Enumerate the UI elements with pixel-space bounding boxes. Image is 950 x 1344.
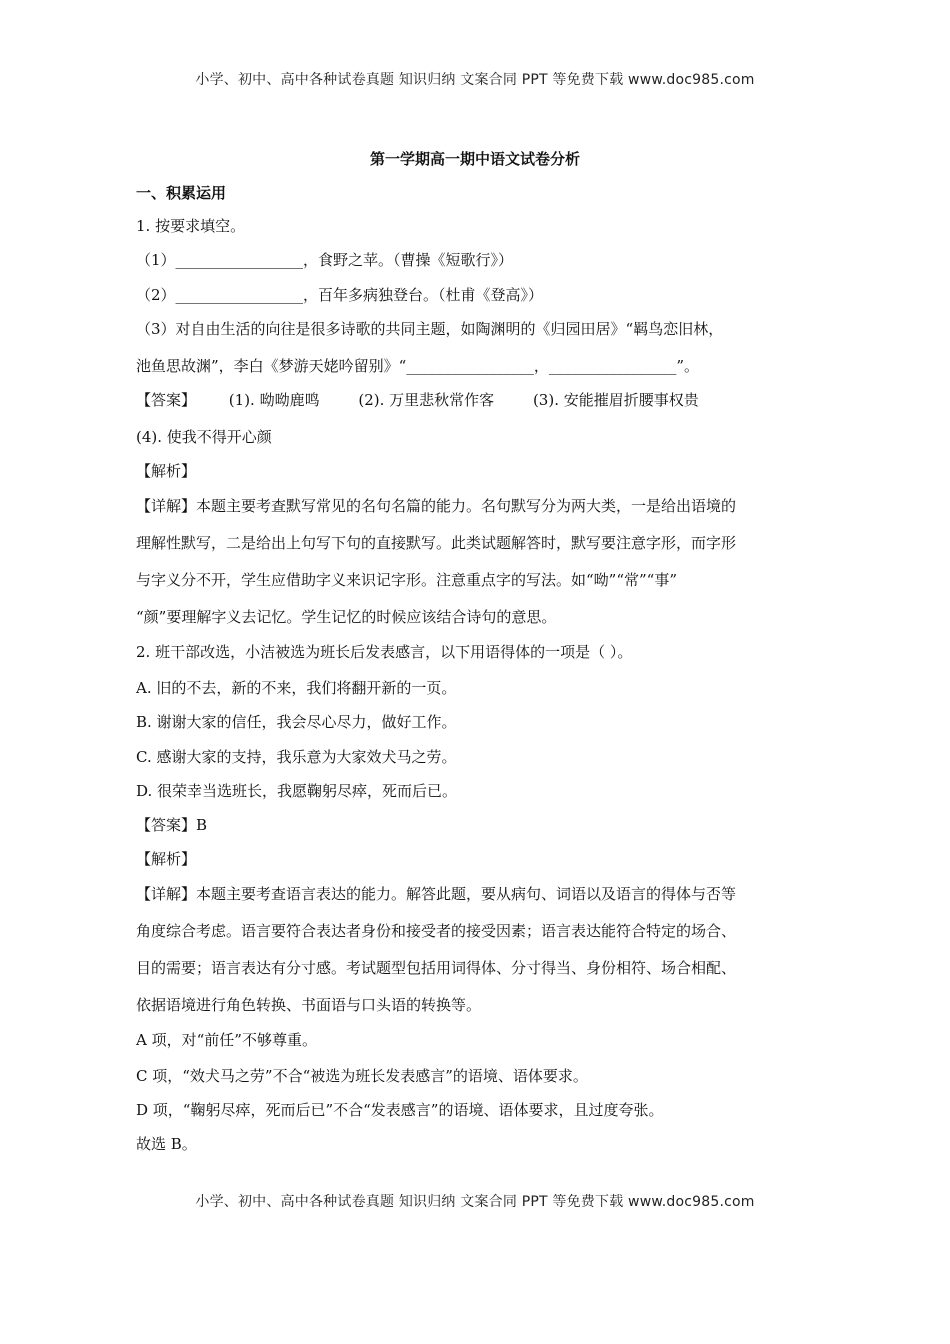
q1-answer-row: [136, 390, 699, 410]
q2-note-c: C 项，“效犬马之劳”不合“被选为班长发表感言”的语境、语体要求。: [136, 1067, 588, 1085]
q1-detail-line: 【详解】本题主要考查默写常见的名句名篇的能力。名句默写分为两大类，一是给出语境的: [136, 497, 737, 515]
answer-item-2: (2). 万里悲秋常作客: [358, 391, 495, 409]
q2-analysis-label: 【解析】: [136, 850, 197, 868]
q2-stem: 2. 班干部改选，小洁被选为班长后发表感言，以下用语得体的一项是（ ）。: [136, 643, 633, 661]
answer-item-3: (3). 安能摧眉折腰事权贵: [532, 391, 699, 409]
q2-note-d: D 项，“鞠躬尽瘁，死而后已”不合“发表感言”的语境、语体要求，且过度夸张。: [136, 1101, 664, 1119]
q2-detail-line: 【详解】本题主要考查语言表达的能力。解答此题，要从病句、词语以及语言的得体与否等: [136, 885, 737, 903]
q1-part-2: （2）_________________，百年多病独登台。（杜甫《登高》）: [136, 286, 544, 304]
q2-option-d: D. 很荣幸当选班长，我愿鞠躬尽瘁，死而后已。: [136, 782, 458, 800]
q2-answer: 【答案】B: [136, 816, 208, 834]
q1-analysis-label: 【解析】: [136, 462, 197, 480]
q2-option-b: B. 谢谢大家的信任，我会尽心尽力，做好工作。: [136, 713, 457, 731]
q2-option-a: A. 旧的不去，新的不来，我们将翻开新的一页。: [136, 679, 457, 697]
q2-detail-line: 目的需要；语言表达有分寸感。考试题型包括用词得体、分寸得当、身份相符、场合相配、: [136, 959, 737, 977]
q2-detail-line: 角度综合考虑。语言要符合表达者身份和接受者的接受因素；语言表达能符合特定的场合、: [136, 922, 737, 940]
q1-part-3b: 池鱼思故渊”，李白《梦游天姥吟留别》“_________________，_________________”。: [136, 357, 700, 375]
section-heading: 一、积累运用: [136, 184, 227, 202]
answer-item-1: (1). 呦呦鹿鸣: [228, 391, 320, 409]
page-header: 小学、初中、高中各种试卷真题 知识归纳 文案合同 PPT 等免费下载 www.doc985.com: [195, 72, 755, 88]
q1-detail-line: “颜”要理解字义去记忆。学生记忆的时候应该结合诗句的意思。: [136, 608, 557, 626]
q1-part-3a: （3）对自由生活的向往是很多诗歌的共同主题，如陶渊明的《归园田居》“羁鸟恋旧林，: [136, 320, 724, 338]
answer-item-4: (4). 使我不得开心颜: [136, 428, 272, 446]
page-footer: 小学、初中、高中各种试卷真题 知识归纳 文案合同 PPT 等免费下载 www.doc985.com: [195, 1194, 755, 1210]
q1-detail-line: 与字义分不开，学生应借助字义来识记字形。注意重点字的写法。如“呦”“常”“事”: [136, 571, 678, 589]
q2-conclusion: 故选 B。: [136, 1135, 197, 1153]
q2-detail-line: 依据语境进行角色转换、书面语与口头语的转换等。: [136, 996, 482, 1014]
q1-part-1: （1）_________________，食野之苹。（曹操《短歌行》）: [136, 251, 514, 269]
q1-detail-line: 理解性默写，二是给出上句写下句的直接默写。此类试题解答时，默写要注意字形，而字形: [136, 534, 737, 552]
q1-stem: 1. 按要求填空。: [136, 217, 246, 235]
answer-label: 【答案】: [136, 391, 197, 409]
page-title: 第一学期高一期中语文试卷分析: [369, 150, 580, 168]
q2-note-a: A 项，对“前任”不够尊重。: [136, 1031, 317, 1049]
q2-option-c: C. 感谢大家的支持，我乐意为大家效犬马之劳。: [136, 748, 457, 766]
